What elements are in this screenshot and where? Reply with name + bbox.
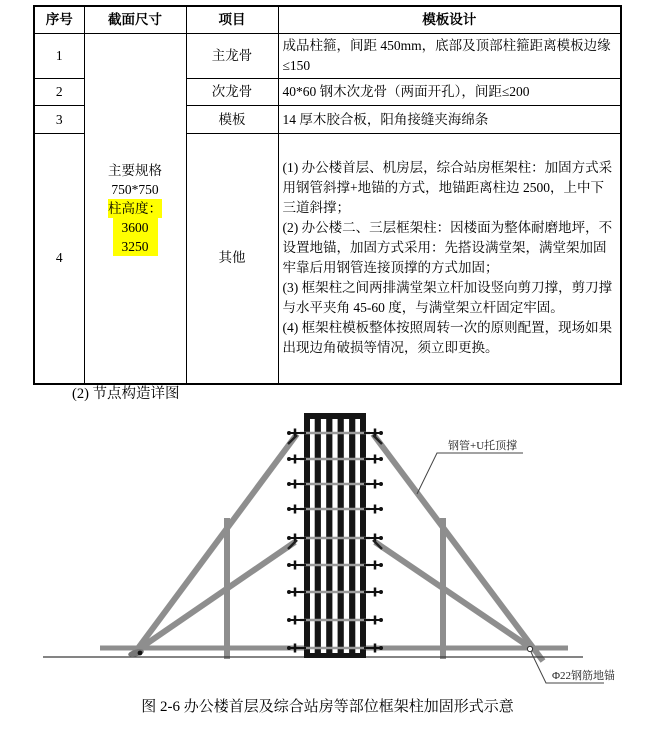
section-size-line1: 主要规格	[108, 162, 162, 178]
row3-no: 3	[34, 106, 84, 134]
tie-bolt-right-nut	[379, 457, 383, 461]
tie-bolt-right-nut	[379, 590, 383, 594]
tie-bolt-left-nut	[287, 618, 291, 622]
tie-bolt-right-nut	[379, 431, 383, 435]
row1-item: 主龙骨	[186, 34, 278, 79]
anchor-right-pin	[527, 646, 532, 651]
brace-right-top	[373, 434, 543, 661]
row1-no: 1	[34, 34, 84, 79]
section-size-line2: 750*750	[111, 181, 159, 197]
tie-bolt-right-nut	[379, 536, 383, 540]
row4-no: 4	[34, 134, 84, 384]
tie-bolt-left-nut	[287, 431, 291, 435]
row1-design: 成品柱箍，间距 450mm，底部及顶部柱箍距离模板边缘≤150	[278, 34, 621, 79]
secondary-joist-bar	[326, 419, 332, 653]
row2-item: 次龙骨	[186, 79, 278, 106]
header-seq: 序号	[34, 6, 84, 34]
leader-top-support	[417, 453, 523, 494]
secondary-joist-bar	[349, 419, 355, 653]
secondary-joist-bar	[338, 419, 344, 653]
header-item: 项目	[186, 6, 278, 34]
anchor-right	[527, 646, 532, 651]
row4-design-p2: (2) 办公楼二、三层框架柱：因楼面为整体耐磨地坪，不设置地锚，加固方式采用：先搭设满堂架，满堂架加固牢靠后用钢管连接顶撑的方式加固；	[282, 220, 613, 276]
tie-bolt-left-nut	[287, 457, 291, 461]
tie-bolt-left-nut	[287, 646, 291, 650]
highlight-height-3600: 3600	[113, 218, 158, 237]
brace-right-middle	[375, 542, 534, 650]
tie-bolt-left-nut	[287, 563, 291, 567]
tie-bolt-left-nut	[287, 590, 291, 594]
header-design: 模板设计	[278, 6, 621, 34]
row3-design: 14 厚木胶合板，阳角接缝夹海绵条	[278, 106, 621, 134]
tie-bolt-left-nut	[287, 536, 291, 540]
highlight-height-3250: 3250	[113, 237, 158, 256]
header-section-size: 截面尺寸	[84, 6, 186, 34]
tie-bolt-left-nut	[287, 507, 291, 511]
subheading-node-detail: (2) 节点构造详图	[72, 386, 180, 402]
figure-caption: 图 2-6 办公楼首层及综合站房等部位框架柱加固形式示意	[141, 699, 514, 715]
row2-design: 40*60 钢木次龙骨（两面开孔），间距≤200	[278, 79, 621, 106]
row2-no: 2	[34, 79, 84, 106]
highlight-column-height-label: 柱高度：	[108, 200, 162, 216]
row4-design-p1: (1) 办公楼首层、机房层，综合站房框架柱：加固方式采用钢管斜撑+地锚的方式，地锚距离柱边 2500，上中下三道斜撑；	[282, 160, 613, 216]
label-top-support: 钢管+U托顶撑	[448, 440, 518, 452]
row4-design-p4: (4) 框架柱模板整体按照周转一次的原则配置，现场如果出现边角破损等情况，须立即更换。	[282, 320, 613, 356]
tie-bolt-right-nut	[379, 507, 383, 511]
tie-bolt-right-nut	[379, 563, 383, 567]
tie-bolt-right-nut	[379, 618, 383, 622]
brace-left-middle	[136, 542, 295, 651]
tie-bolt-left-nut	[287, 482, 291, 486]
anchor-left-pin	[138, 651, 143, 656]
tie-bolt-right-nut	[379, 482, 383, 486]
tie-bolt-right-nut	[379, 646, 383, 650]
row4-design-p3: (3) 框架柱之间两排满堂架立杆加设竖向剪刀撑，剪刀撑与水平夹角 45-60 度，与满堂架立杆固定牢固。	[282, 280, 613, 316]
brace-left-top	[136, 434, 297, 651]
row4-item: 其他	[186, 134, 278, 384]
row3-item: 模板	[186, 106, 278, 134]
label-ground-anchor: Φ22钢筋地锚	[552, 670, 616, 682]
secondary-joist-bar	[315, 419, 321, 653]
